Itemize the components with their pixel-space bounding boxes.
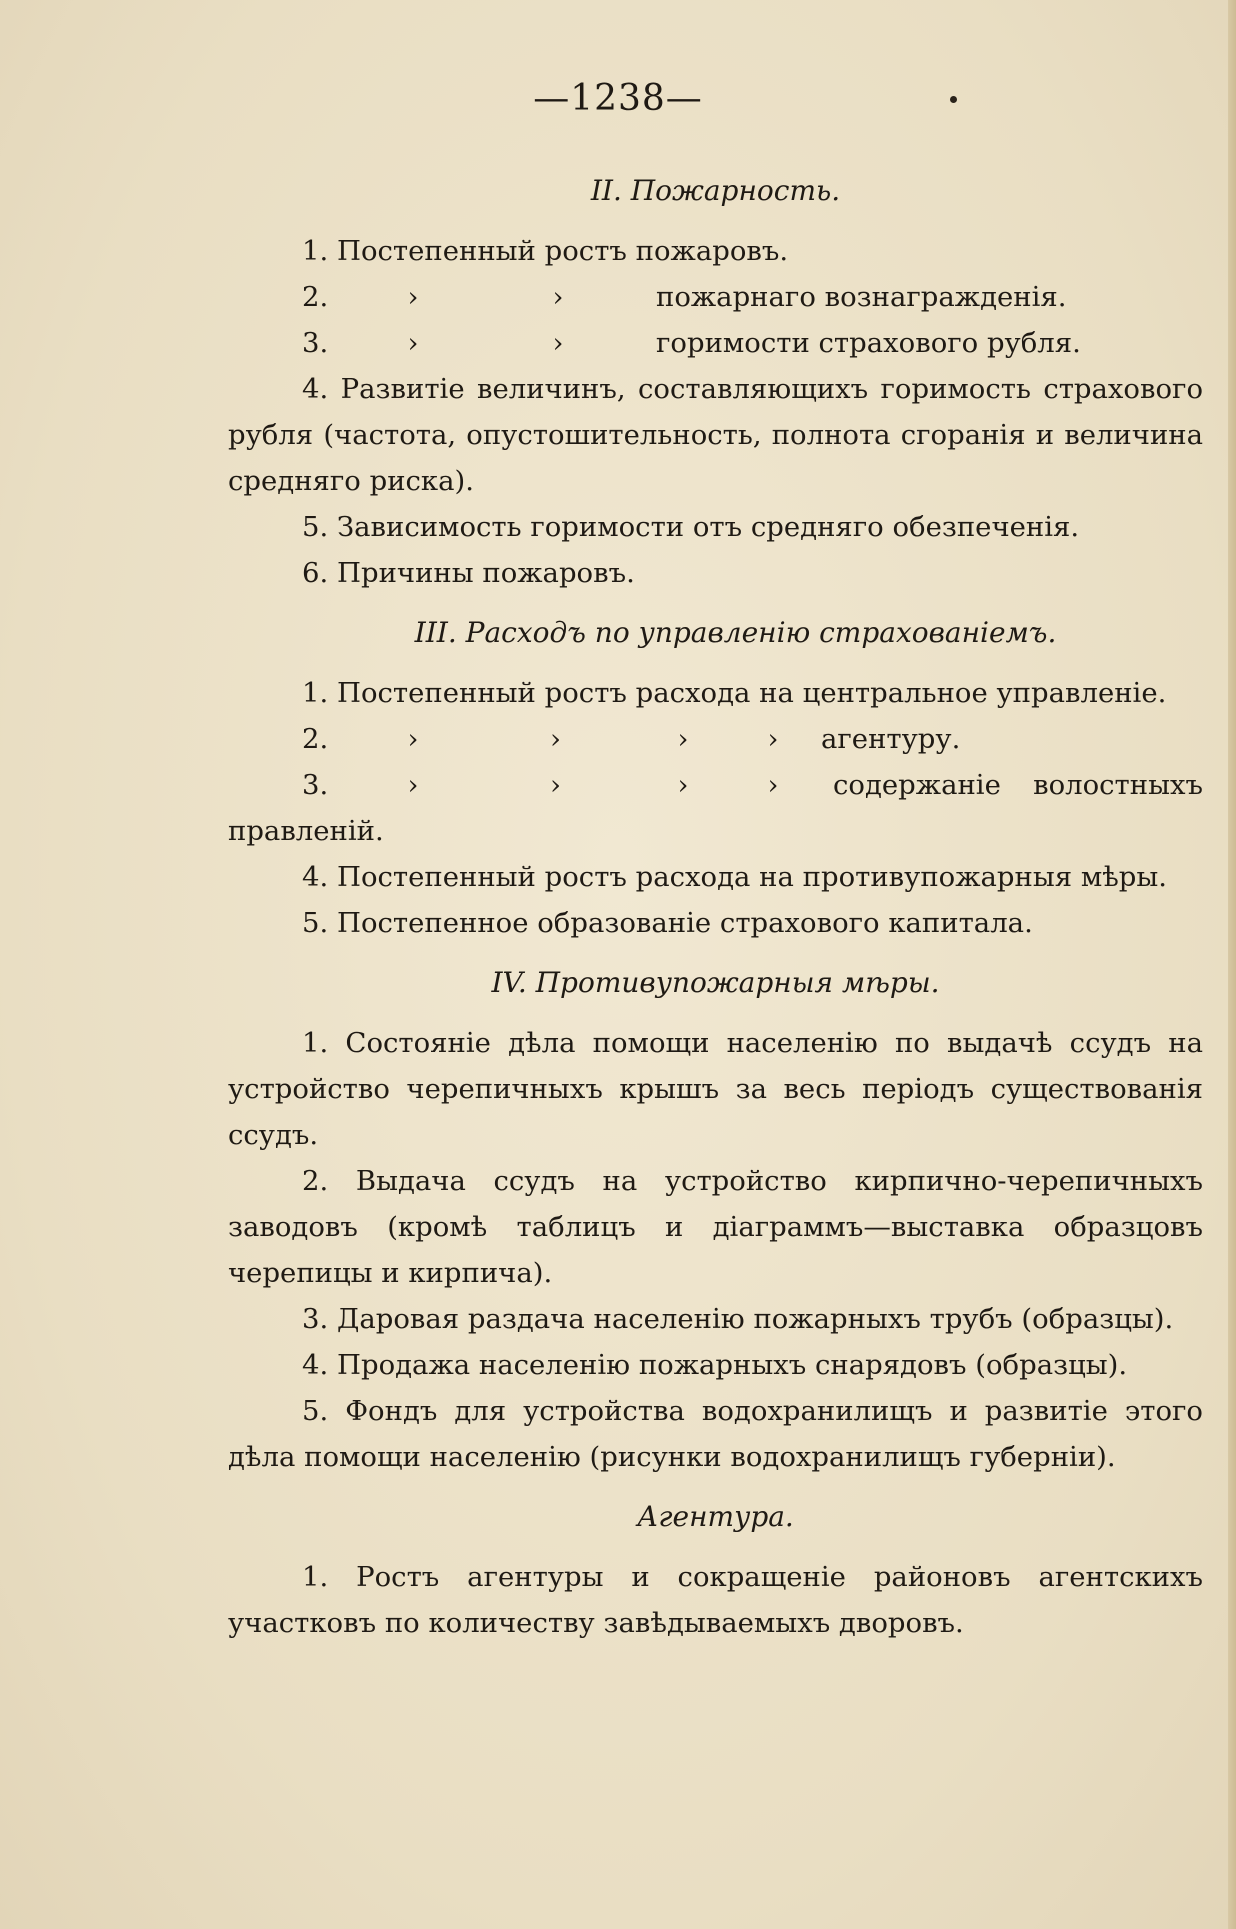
list-item: 1. Постепенный ростъ расхода на центральное управленіе. — [302, 677, 1167, 709]
page-edge — [1228, 0, 1236, 1929]
ink-dot — [950, 96, 957, 103]
item-text: пожарнаго вознагражденія. — [656, 281, 1067, 313]
list-item: 2. Выдача ссудъ на устройство кирпично-черепичныхъ заводовъ (кромѣ таблицъ и діаграммъ—выставка образцовъ черепицы и кирпича). — [228, 1165, 1203, 1289]
ditto-mark: › — [552, 327, 564, 359]
list-item: 1. Ростъ агентуры и сокращеніе районовъ агентскихъ участковъ по количеству завѣдываемыхъ дворовъ. — [228, 1561, 1203, 1639]
ditto-mark: › — [677, 723, 689, 755]
list-item: 4. Продажа населенію пожарныхъ снарядовъ (образцы). — [302, 1349, 1128, 1381]
list-item — [228, 274, 1203, 320]
list-item — [228, 762, 1203, 808]
list-item — [228, 320, 1203, 366]
section-heading-agency: Агентура. — [637, 1500, 794, 1533]
ditto-mark: › — [550, 723, 561, 755]
list-item: 3. Даровая раздача населенію пожарныхъ трубъ (образцы). — [302, 1303, 1174, 1335]
section-heading-management-expenses: III. Расходъ по управленію страхованіемъ. — [414, 616, 1057, 649]
ditto-mark: › — [550, 769, 561, 801]
list-item: 5. Постепенное образованіе страхового капитала. — [302, 907, 1033, 939]
list-item: 5. Фондъ для устройства водохранилищъ и развитіе этого дѣла помощи населенію (рисунки водохранилищъ губерніи). — [228, 1395, 1203, 1473]
list-item — [228, 716, 1203, 762]
list-item: 5. Зависимость горимости отъ средняго обезпеченія. — [302, 511, 1080, 543]
list-item: 6. Причины пожаровъ. — [302, 557, 635, 589]
item-text: содержаніе волостныхъ — [833, 769, 1203, 801]
page-number: —1238— — [533, 78, 703, 119]
list-item: 4. Постепенный ростъ расхода на противупожарныя мѣры. — [302, 861, 1168, 893]
list-item: 1. Состояніе дѣла помощи населенію по выдачѣ ссудъ на устройство черепичныхъ крышъ за весь періодъ существованія ссудъ. — [228, 1027, 1203, 1151]
ditto-mark: › — [552, 281, 564, 313]
item-number: 3. — [302, 769, 329, 801]
item-number: 2. — [302, 723, 329, 755]
section-heading-fire-prevention: IV. Противупожарныя мѣры. — [491, 966, 940, 999]
ditto-mark: › — [407, 281, 419, 313]
item-text: агентуру. — [821, 723, 961, 755]
ditto-mark: › — [677, 769, 689, 801]
page-text — [228, 160, 1203, 1646]
item-continuation: правленій. — [228, 815, 384, 847]
list-item: 4. Развитіе величинъ, составляющихъ горимость страхового рубля (частота, опустошительность, полнота сгоранія и величина средняго риска). — [228, 373, 1203, 497]
ditto-mark: › — [407, 769, 419, 801]
item-number: 3. — [302, 327, 329, 359]
ditto-mark: › — [767, 723, 779, 755]
ditto-mark: › — [407, 327, 419, 359]
ditto-mark: › — [767, 769, 779, 801]
ditto-mark: › — [407, 723, 419, 755]
list-item: 1. Постепенный ростъ пожаровъ. — [302, 235, 789, 267]
item-text: горимости страхового рубля. — [656, 327, 1081, 359]
section-heading-fire-rate: II. Пожарность. — [590, 174, 841, 207]
item-number: 2. — [302, 281, 329, 313]
